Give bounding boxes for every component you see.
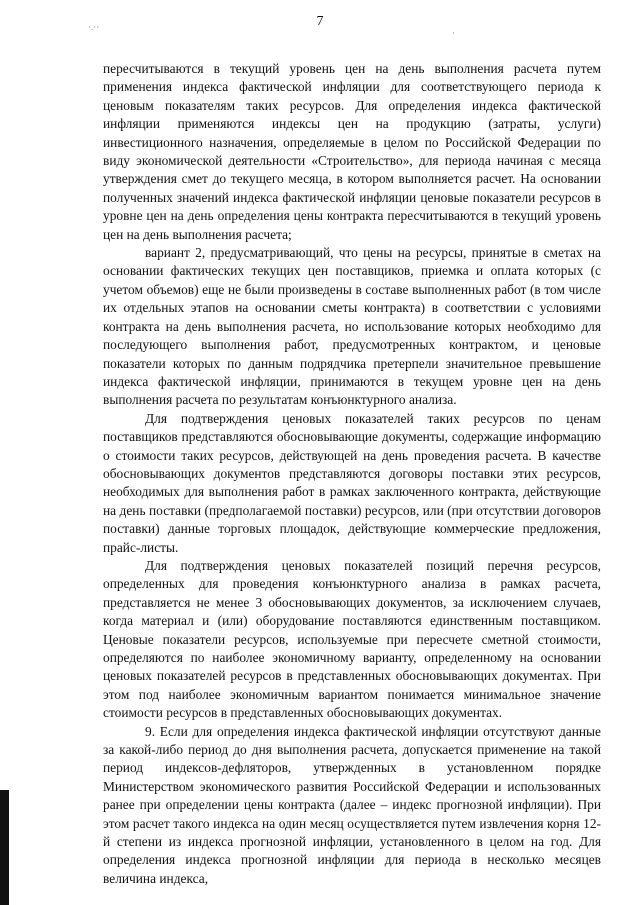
page-number: 7 — [316, 14, 324, 29]
paragraph: вариант 2, предусматривающий, что цены на ресурсы, принятые в сметах на основании фактических текущих цен поставщиков, приемка и оплата которых (с учетом объемов) еще не были произведены в составе выполненных работ (в том числе их отдельных этапов на основании сметы контракта) в соответствии с условиями контракта на день выполнения расчета, но использование которых необходимо для последующего выполнения работ, предусмотренных контрактом, и ценовые показатели которых по данным подрядчика претерпели значительное превышение индекса фактической инфляции, принимаются в текущем уровне цен на день выполнения расчета по результатам конъюнктурного анализа. — [103, 245, 601, 408]
scan-speck: · — [452, 28, 455, 38]
paragraph: пересчитываются в текущий уровень цен на день выполнения расчета путем применения индекса фактической инфляции для соответствующего периода к ценовым показателям таких ресурсов. Для определения индекса фактической инфляции применяются индексы цен на продукцию (затраты, услуги) инвестиционного назначения, определяемые в целом по Российской Федерации по виду экономической деятельности «Строительство», для периода начиная с месяца утверждения смет до текущего месяца, в котором выполняется расчет. На основании полученных значений индекса фактической инфляции ценовые показатели ресурсов в уровне цен на день определения цены контракта пересчитываются в текущий уровень цен на день выполнения расчета; — [103, 61, 601, 242]
scan-edge-bar — [0, 790, 9, 905]
paragraph: Для подтверждения ценовых показателей таких ресурсов по ценам поставщиков представляются обосновывающие документы, содержащие информацию о стоимости таких ресурсов, действующей на день проведения расчета. В качестве обосновывающих документов представляются договоры поставки этих ресурсов, необходимых для выполнения работ в рамках заключенного контракта, действующие на день поставки (предполагаемой поставки) ресурсов, или (при отсутствии договоров поставки) данные торговых площадок, действующие коммерческие предложения, прайс-листы. — [103, 410, 601, 555]
paragraph: Для подтверждения ценовых показателей позиций перечня ресурсов, определенных для проведения конъюнктурного анализа в рамках расчета, представляется не менее 3 обосновывающих документов, за исключением случаев, когда материал и (или) оборудование поставляются единственным поставщиком. Ценовые показатели ресурсов, используемые при пересчете сметной стоимости, определяются по наиболее экономичному варианту, определенному на основании ценовых показателей ресурсов в представленных обосновывающих документах. При этом под наиболее экономичным вариантом понимается минимальное значение стоимости ресурсов в представленных обосновывающих документах. — [103, 557, 601, 721]
paragraph: 9. Если для определения индекса фактической инфляции отсутствуют данные за какой-либо период до дня выполнения расчета, допускается применение на такой период индексов-дефляторов, утвержденных в установленном порядке Министерством экономического развития Российской Федерации и использованных ранее при определении цены контракта (далее – индекс прогнозной инфляции). При этом расчет такого индекса на один месяц осуществляется путем извлечения корня 12-й степени из индекса прогнозной инфляции, установленного в целом на год. Для определения индекса прогнозной инфляции для периода в несколько месяцев величина индекса, — [103, 723, 601, 886]
document-body — [103, 60, 601, 888]
scan-speck: ·.·· — [88, 22, 100, 32]
